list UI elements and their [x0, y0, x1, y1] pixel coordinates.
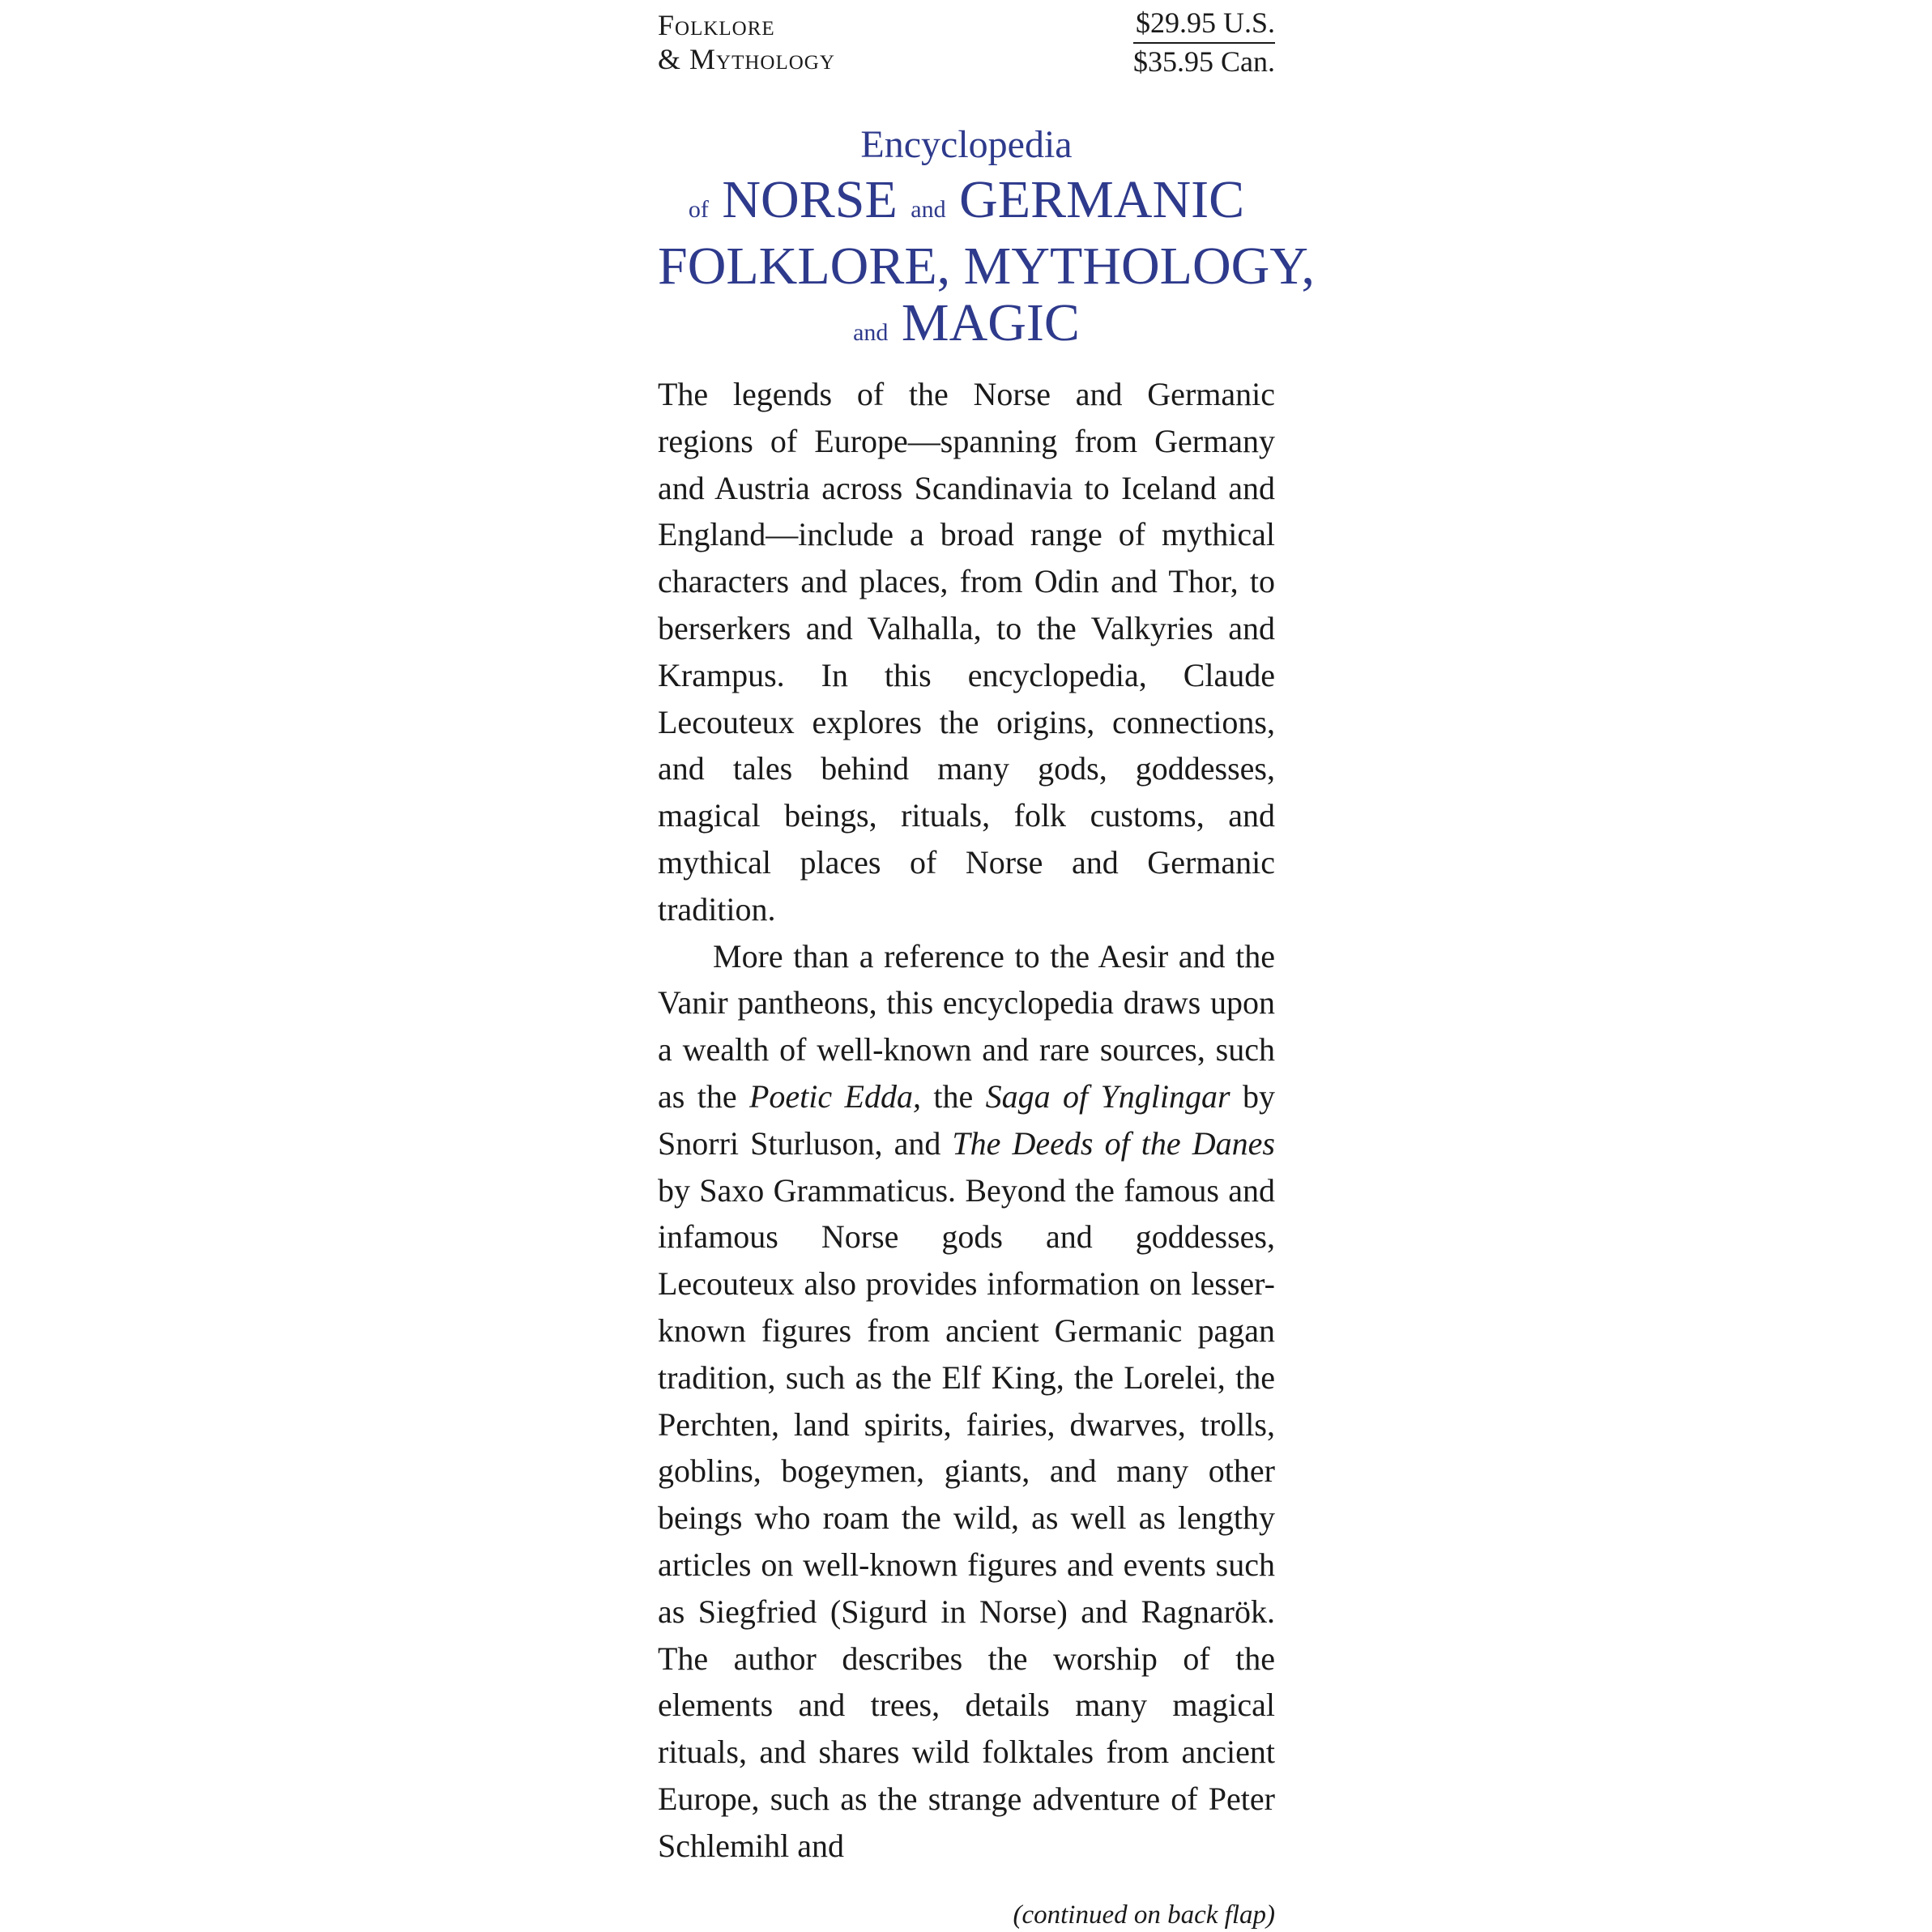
- paragraph-2-text-1: More than a reference to the Aesir and the Vanir pantheons, this encyclopedia draws upon a wealth of well-known and rare sources, such as the: [658, 937, 1275, 1115]
- title-line-1: Encyclopedia: [860, 123, 1073, 166]
- paragraph-2-text-3: by Snorri Sturluson, and: [658, 1077, 1276, 1162]
- flap-description: [658, 371, 1275, 1870]
- title-line-4: [658, 295, 1275, 361]
- title-line-3: FOLKLORE, MYTHOLOGY,: [658, 237, 1315, 296]
- work-title-saga-of-ynglingar: Saga of Ynglingar: [985, 1077, 1230, 1115]
- price-block: [1133, 5, 1275, 79]
- price-us: $29.95 U.S.: [1133, 5, 1275, 44]
- paragraph-1: The legends of the Norse and Germanic regions of Europe—spanning from Germany and Austria across Scandinavia to Iceland and England—include a broad range of mythical characters and places, from Odin and Thor, to berserkers and Valhalla, to the Valkyries and Krampus. In this encyclopedia, Claude Lecouteux explores the origins, connections, and tales behind many gods, goddesses, magical beings, rituals, folk customs, and mythical places of Norse and Germanic tradition.: [658, 376, 1275, 928]
- work-title-deeds-of-the-danes: The Deeds of the Danes: [952, 1124, 1275, 1162]
- book-flap: [658, 0, 1315, 1932]
- category-line-2: & Mythology: [658, 43, 835, 75]
- paragraph-2-text-4: by Saxo Grammaticus. Beyond the famous and infamous Norse gods and goddesses, Lecouteux also provides information on lesser-known figures from ancient Germanic pagan tradition, such as the Elf King, the Lorelei, the Perchten, land spirits, fairies, dwarves, trolls, goblins, bogeymen, giants, and many other beings who roam the wild, as well as lengthy articles on well-known figures and events such as Siegfried (Sigurd in Norse) and Ragnarök. The author describes the worship of the elements and trees, details many magical rituals, and shares wild folktales from ancient Europe, such as the strange adventure of Peter Schlemihl and: [658, 1171, 1275, 1864]
- title-word-germanic: GERMANIC: [959, 170, 1245, 229]
- title-word-and-2: and: [853, 319, 889, 346]
- work-title-poetic-edda: Poetic Edda,: [748, 1077, 921, 1115]
- title-line-2: [658, 172, 1275, 238]
- title-word-magic: MAGIC: [901, 293, 1080, 352]
- title-word-and: and: [911, 196, 946, 223]
- continued-note: (continued on back flap): [1013, 1900, 1275, 1930]
- paragraph-2: [658, 933, 1275, 1870]
- title-word-of: of: [688, 196, 709, 223]
- title-word-norse: NORSE: [722, 170, 898, 229]
- category-label: [658, 8, 835, 76]
- book-title: [658, 118, 1315, 361]
- category-line-1: Folklore: [658, 9, 775, 41]
- paragraph-2-text-2: the: [920, 1077, 986, 1115]
- price-canada: $35.95 Can.: [1133, 45, 1275, 78]
